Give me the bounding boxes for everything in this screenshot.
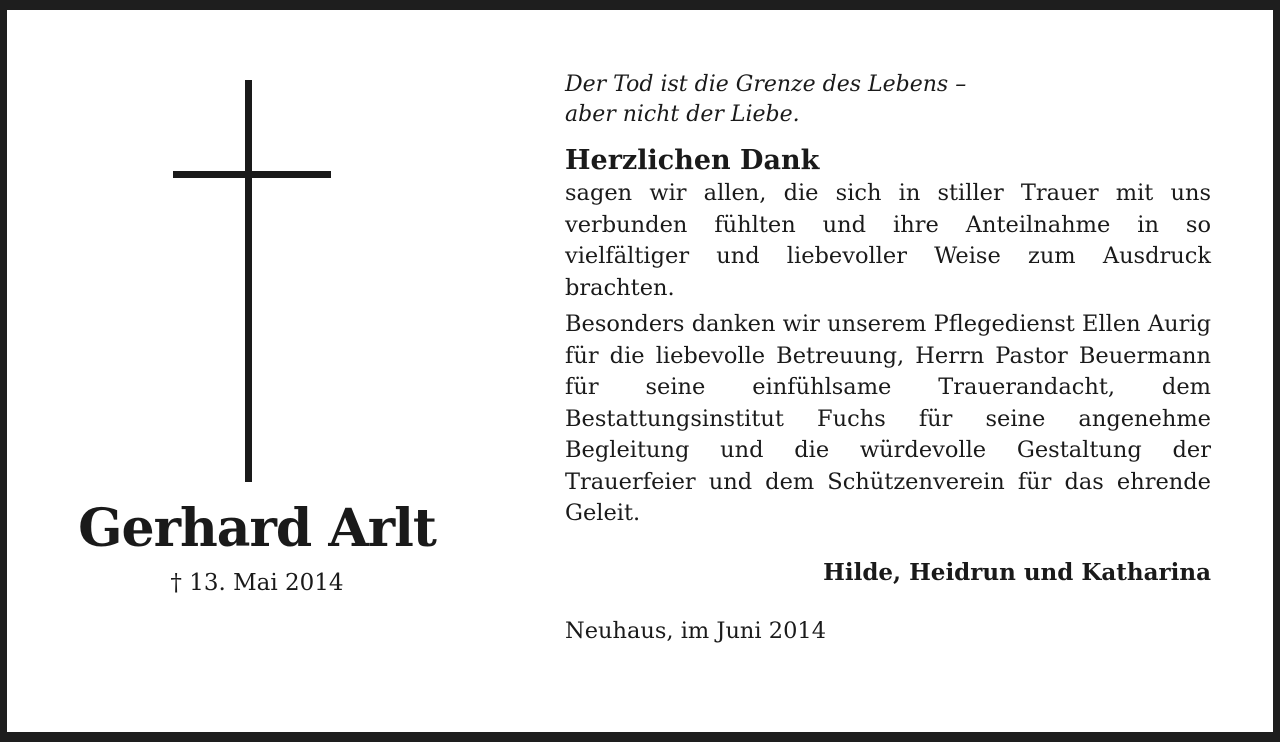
thank-you-text-block xyxy=(565,70,1211,646)
paragraph-thanks: sagen wir allen, die sich in stiller Trauer mit uns verbunden fühlten und ihre Anteilnahme in so vielfältiger und liebevoller Weise zum Ausdruck brachten. xyxy=(565,180,1211,301)
heading: Herzlichen Dank xyxy=(565,145,820,176)
motto-line-1: Der Tod ist die Grenze des Lebens – xyxy=(565,72,967,97)
signers: Hilde, Heidrun und Katharina xyxy=(823,558,1211,586)
motto xyxy=(565,70,1211,130)
cross-icon-bar xyxy=(173,171,331,178)
motto-line-2: aber nicht der Liebe. xyxy=(565,102,800,127)
place-date: Neuhaus, im Juni 2014 xyxy=(565,617,827,644)
death-date: † 13. Mai 2014 xyxy=(170,570,344,596)
cross-icon xyxy=(245,80,252,482)
deceased-name: Gerhard Arlt xyxy=(78,498,436,559)
paragraph-special-thanks: Besonders danken wir unserem Pflegedienst Ellen Aurig für die liebevolle Betreuung, Herrn Pastor Beuermann für seine einfühlsame Trauerandacht, dem Bestattungsinstitut Fuchs für seine angenehme Begleitung und die würdevolle Gestaltung der Trauerfeier und dem Schützenverein für das ehrende Geleit. xyxy=(565,311,1211,526)
